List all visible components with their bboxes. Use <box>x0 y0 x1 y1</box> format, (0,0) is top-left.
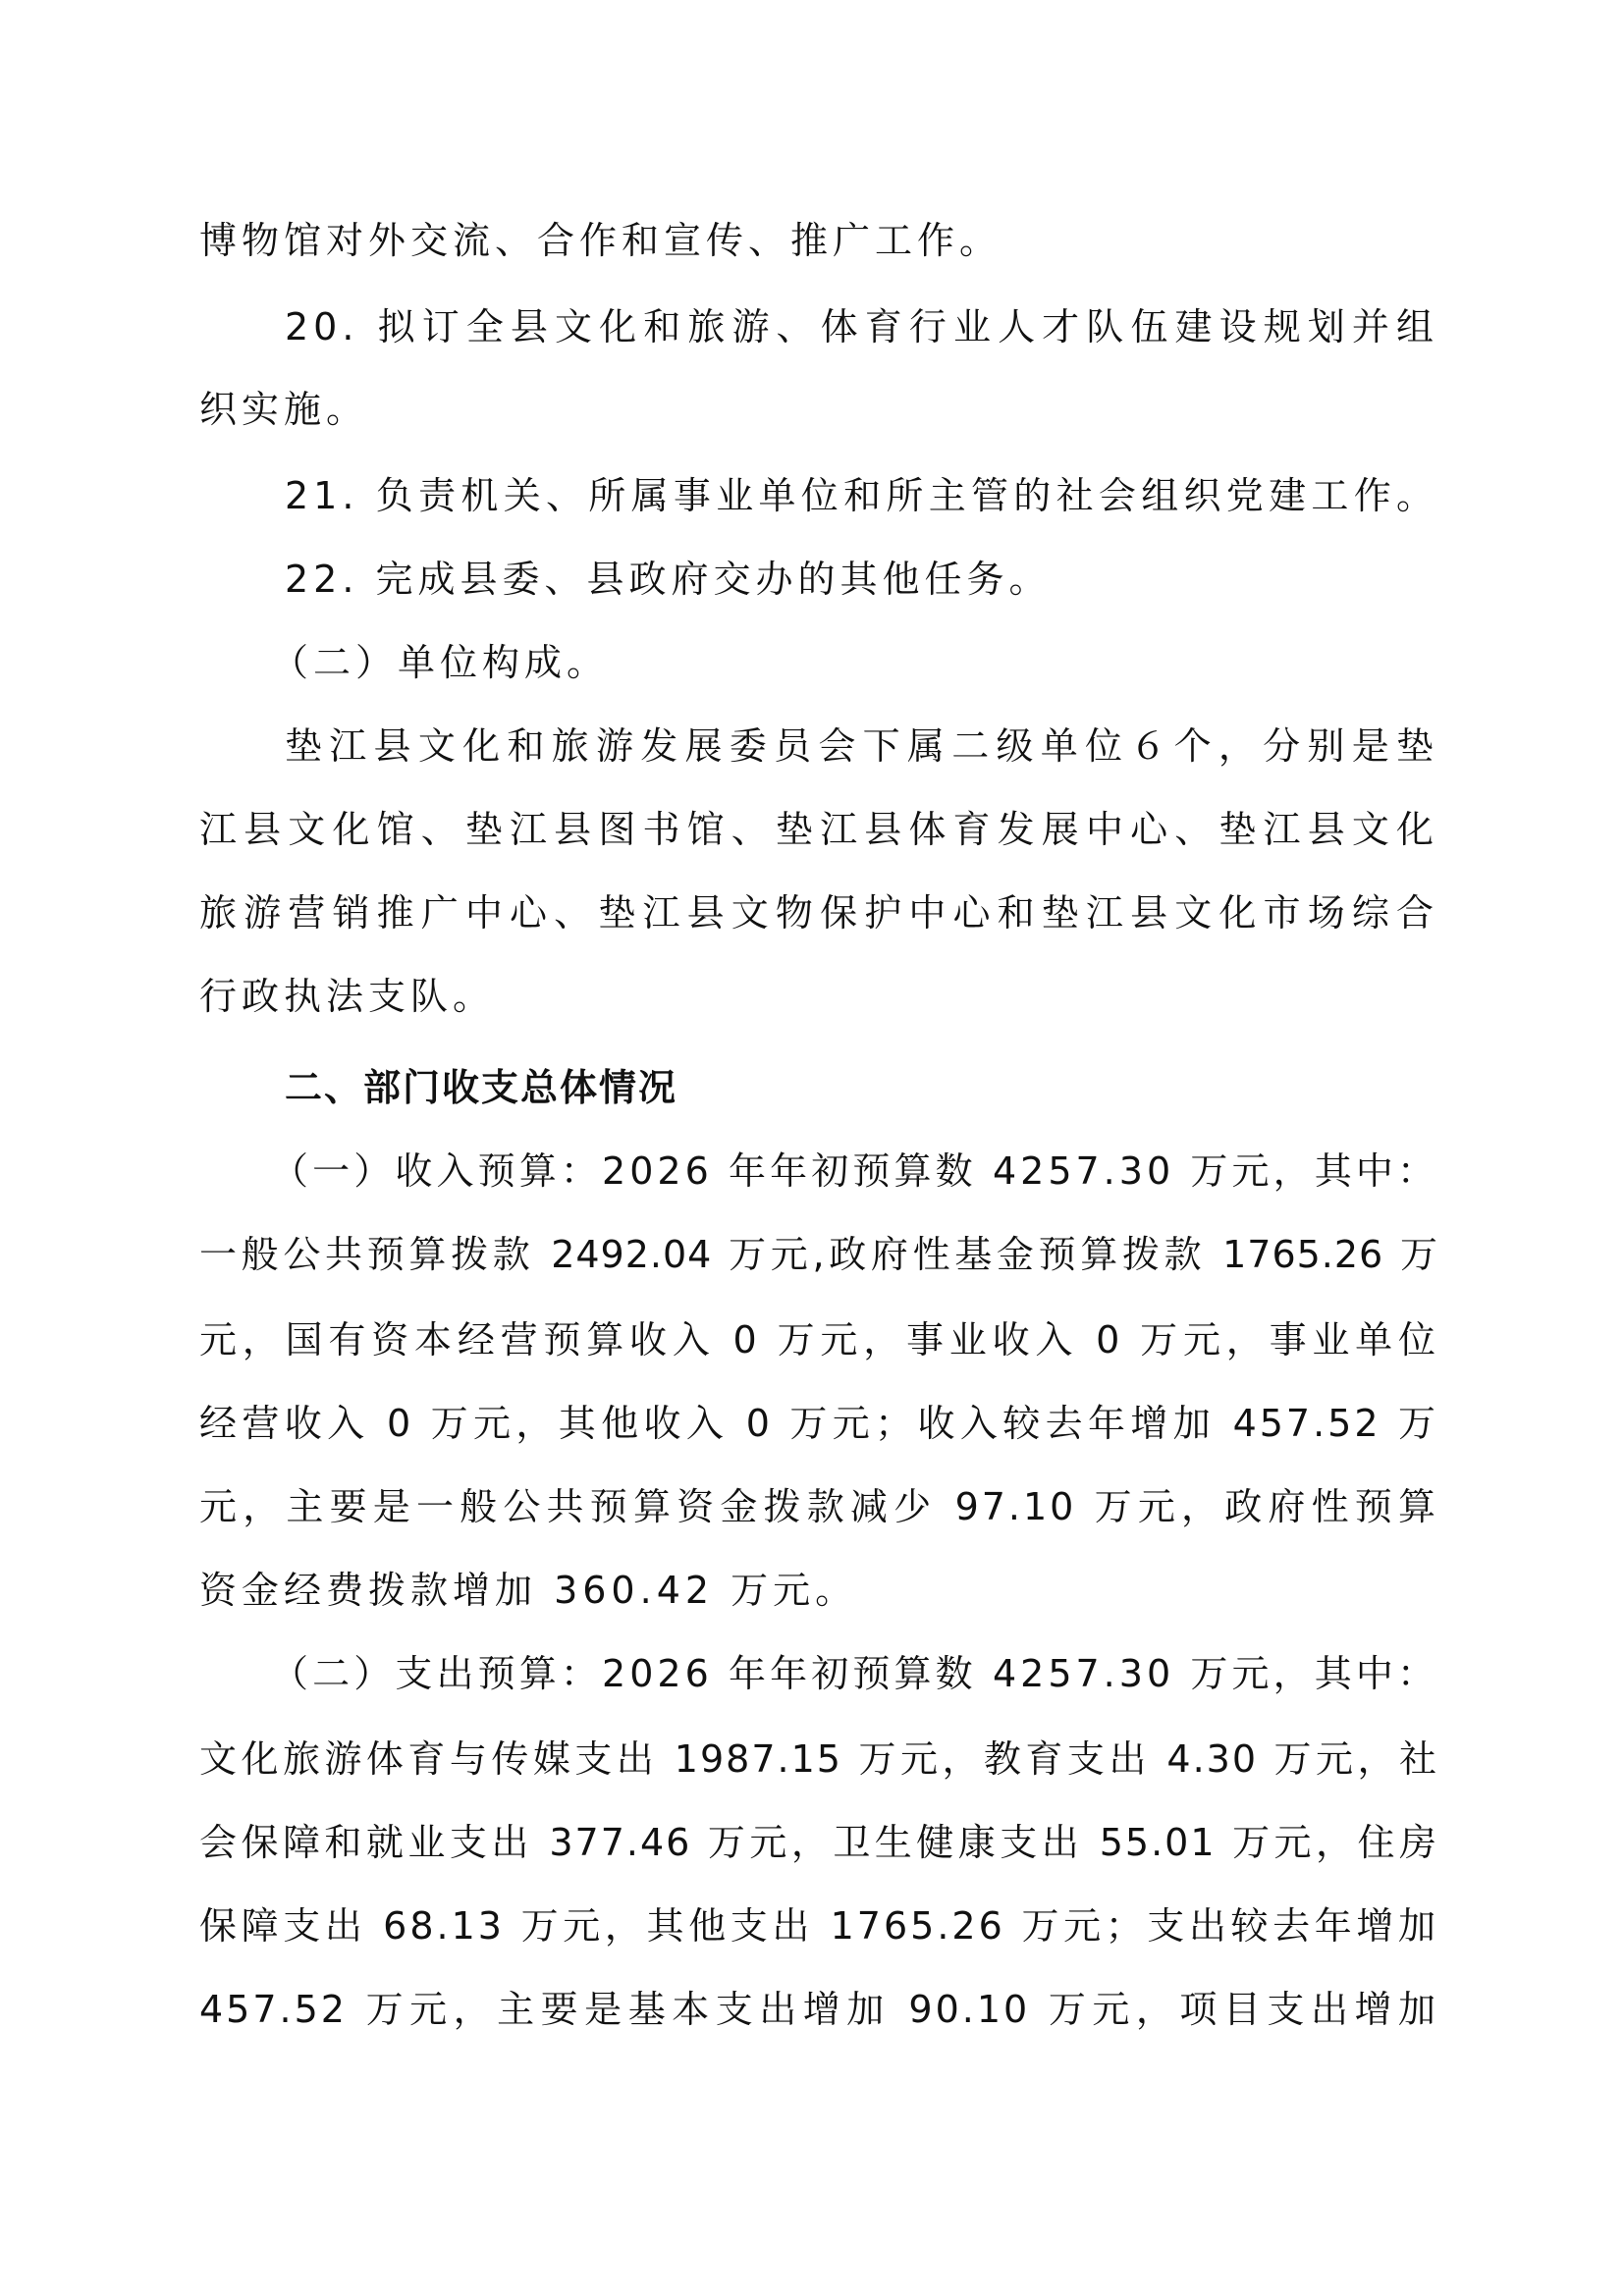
list-item-22: 22. 完成县委、县政府交办的其他任务。 <box>285 558 1052 601</box>
paragraph-line: 元，国有资本经营预算收入 0 万元，事业收入 0 万元，事业单位 <box>199 1318 1438 1362</box>
paragraph-line: （一）收入预算：2026 年年初预算数 4257.30 万元，其中： <box>271 1149 1438 1193</box>
paragraph-line: 资金经费拨款增加 360.42 万元。 <box>199 1569 858 1612</box>
paragraph-line: 博物馆对外交流、合作和宣传、推广工作。 <box>199 219 1002 262</box>
paragraph-line: 一般公共预算拨款 2492.04 万元,政府性基金预算拨款 1765.26 万 <box>199 1233 1438 1276</box>
paragraph-line: 垫江县文化和旅游发展委员会下属二级单位６个，分别是垫 <box>285 724 1438 768</box>
paragraph-line: 文化旅游体育与传媒支出 1987.15 万元，教育支出 4.30 万元，社 <box>199 1737 1438 1781</box>
paragraph-line: 保障支出 68.13 万元，其他支出 1765.26 万元；支出较去年增加 <box>199 1904 1438 1948</box>
paragraph-line: 元，主要是一般公共预算资金拨款减少 97.10 万元，政府性预算 <box>199 1485 1438 1528</box>
paragraph-line: 旅游营销推广中心、垫江县文物保护中心和垫江县文化市场综合 <box>199 891 1438 934</box>
section-subheading: （二）单位构成。 <box>271 641 610 684</box>
list-item-21: 21. 负责机关、所属事业单位和所主管的社会组织党建工作。 <box>285 474 1438 517</box>
paragraph-line: 江县文化馆、垫江县图书馆、垫江县体育发展中心、垫江县文化 <box>199 808 1438 851</box>
paragraph-line: （二）支出预算：2026 年年初预算数 4257.30 万元，其中： <box>271 1652 1438 1695</box>
paragraph-line: 457.52 万元，主要是基本支出增加 90.10 万元，项目支出增加 <box>199 1988 1438 2031</box>
paragraph-line: 会保障和就业支出 377.46 万元，卫生健康支出 55.01 万元，住房 <box>199 1821 1438 1864</box>
paragraph-line: 行政执法支队。 <box>199 975 496 1018</box>
paragraph-line: 织实施。 <box>199 388 369 431</box>
paragraph-line: 经营收入 0 万元，其他收入 0 万元；收入较去年增加 457.52 万 <box>199 1402 1438 1445</box>
section-heading: 二、部门收支总体情况 <box>285 1066 678 1109</box>
list-item-20: 20. 拟订全县文化和旅游、体育行业人才队伍建设规划并组 <box>285 305 1438 348</box>
